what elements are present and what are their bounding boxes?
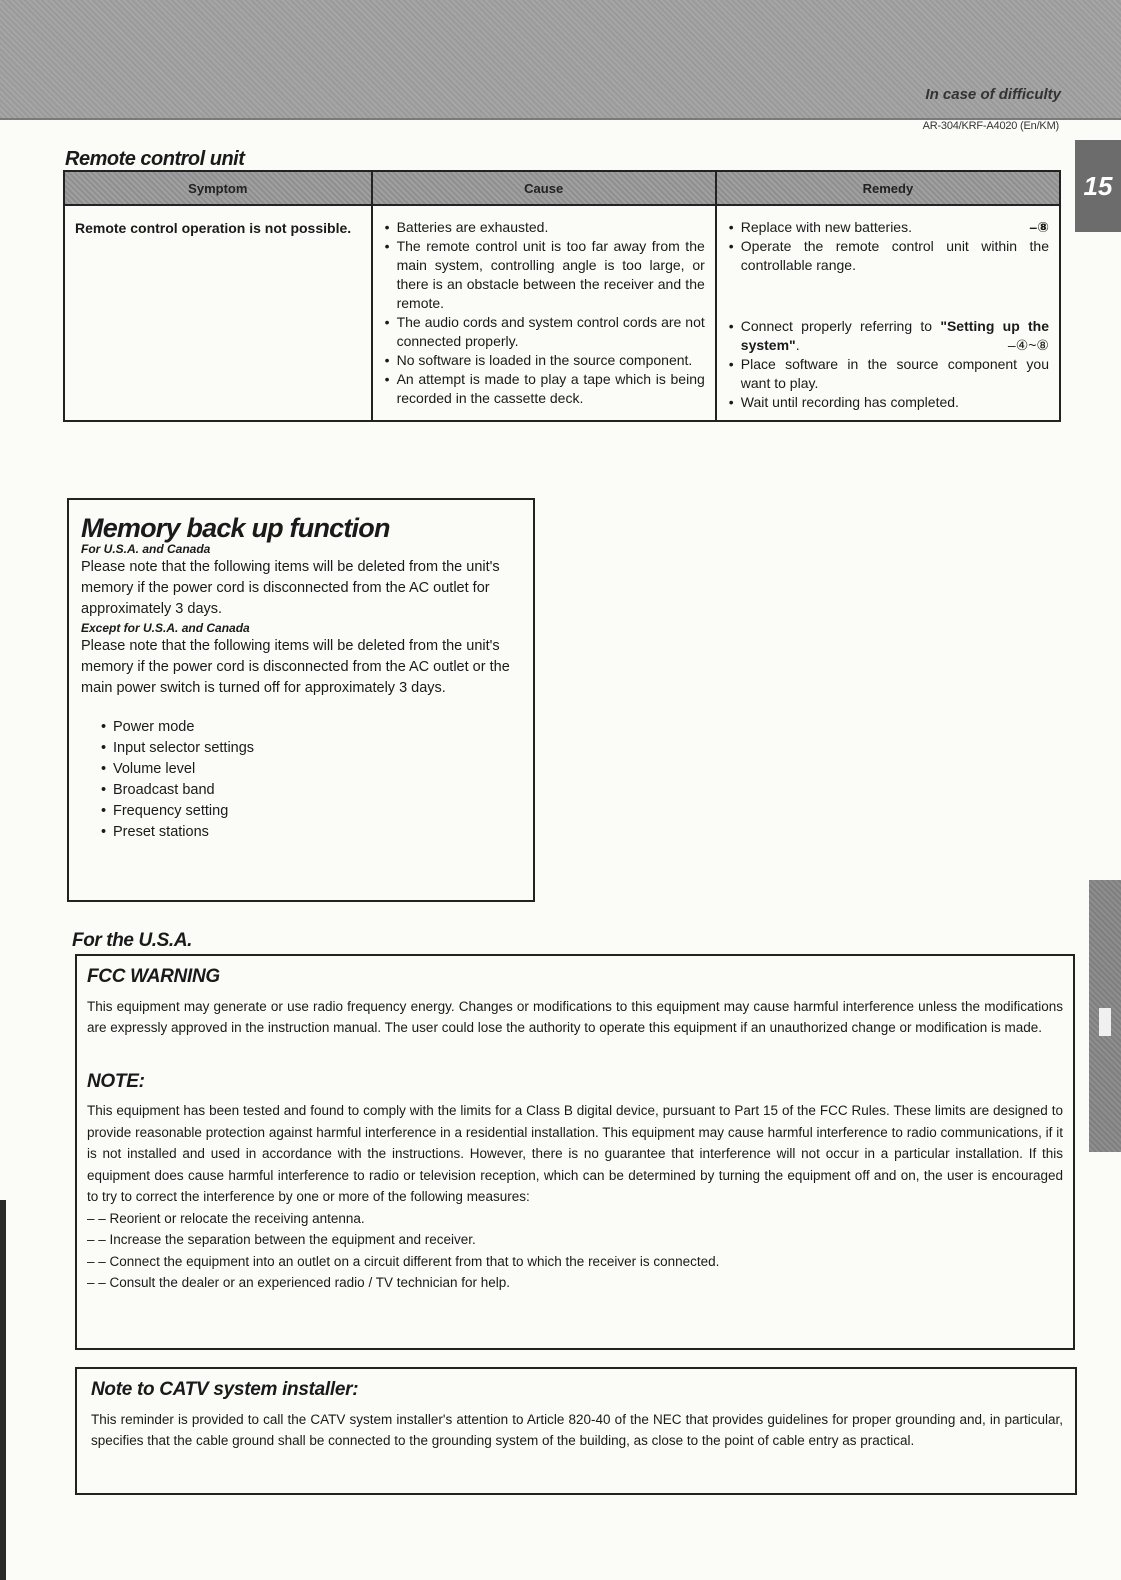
header-symptom: Symptom — [64, 171, 372, 205]
remote-section-title: Remote control unit — [65, 148, 245, 170]
catv-text: This reminder is provided to call the CATV system installer's attention to Article 820-40 of the NEC that provides guidelines for proper grounding and, in particular, specifies that the cable ground shall be connected to the grounding system of the building, as close to the point of cable entry as practical. — [91, 1411, 1063, 1448]
memory-title: Memory back up function — [81, 513, 390, 543]
symptom-text: Remote control operation is not possible. — [75, 220, 352, 236]
section-title: In case of difficulty — [925, 86, 1061, 103]
cause-item: • Batteries are exhausted. — [383, 218, 705, 237]
region-label-usa-canada: For U.S.A. and Canada — [81, 542, 211, 556]
memory-items-list — [81, 717, 533, 843]
remedy-text: • Replace with new batteries. — [740, 219, 912, 235]
measures-list — [87, 1208, 1063, 1294]
cause-item: • No software is loaded in the source component. — [383, 351, 705, 370]
usa-section-title: For the U.S.A. — [72, 930, 193, 951]
list-item: • Preset stations — [101, 822, 533, 843]
side-index-mark — [1099, 1008, 1111, 1036]
left-binding-edge — [0, 1200, 6, 1580]
list-item: – – Increase the separation between the equipment and receiver. — [87, 1229, 1063, 1251]
remedy-text: Connect properly referring to — [740, 318, 941, 334]
model-code: AR-304/KRF-A4020 (En/KM) — [922, 120, 1059, 132]
symptom-cell — [64, 205, 372, 421]
memory-paragraph: Please note that the following items will be deleted from the unit's memory if the power cord is disconnected from the AC outlet or the main power switch is turned off for approximately 3 days. — [81, 638, 510, 696]
page-ref: –⑧ — [1029, 219, 1049, 235]
table-header-row — [64, 171, 1060, 205]
cause-item: • An attempt is made to play a tape which is being recorded in the cassette deck. — [383, 370, 705, 408]
cause-list — [383, 218, 705, 408]
note-text: This equipment has been tested and found to comply with the limits for a Class B digital device, pursuant to Part 15 of the FCC Rules. These limits are designed to provide reasonable protection against harmful interference in a residential installation. This equipment may cause harmful interference to radio communications, if it is not installed and used in accordance with the instructions. However, there is no guarantee that interference will not occur in a particular installation. If this equipment does cause harmful interference to radio or television reception, which can be determined by turning the equipment off and on, the user is encouraged to try to correct the interference by one or more of the following measures: — [87, 1103, 1063, 1204]
list-item: • Input selector settings — [101, 738, 533, 759]
header-cause: Cause — [372, 171, 716, 205]
note-title: NOTE: — [87, 1070, 145, 1092]
list-item: • Power mode — [101, 717, 533, 738]
troubleshooting-table — [63, 170, 1061, 422]
cause-cell — [372, 205, 716, 421]
cause-item: • The remote control unit is too far away from the main system, controlling angle is too large, or there is an obstacle between the receiver and the remote. — [383, 237, 705, 313]
remedy-item — [727, 317, 1049, 355]
list-item: – – Connect the equipment into an outlet on a circuit different from that to which the receiver is connected. — [87, 1251, 1063, 1273]
cause-item: • The audio cords and system control cords are not connected properly. — [383, 313, 705, 351]
remedy-item: • Operate the remote control unit within the controllable range. — [727, 237, 1049, 275]
fcc-box — [75, 954, 1075, 1350]
remedy-list — [727, 218, 1049, 275]
remedy-list-2 — [727, 317, 1049, 412]
fcc-warning-text: This equipment may generate or use radio frequency energy. Changes or modifications to this equipment may cause harmful interference unless the modifications are expressly approved in the instruction manual. The user could lose the authority to operate this equipment if an unauthorized change or modification is made. — [87, 998, 1063, 1035]
list-item: • Volume level — [101, 759, 533, 780]
remedy-item: • Place software in the source component you want to play. — [727, 355, 1049, 393]
region-label-other: Except for U.S.A. and Canada — [81, 621, 250, 635]
memory-backup-box — [67, 498, 535, 902]
remedy-text-suffix: . — [795, 337, 800, 353]
catv-box — [75, 1367, 1077, 1495]
header-remedy: Remedy — [716, 171, 1060, 205]
setting-up-ref: "Setting up the system" — [740, 318, 1049, 353]
page-ref: –④~⑧ — [1007, 337, 1049, 353]
list-item: – – Reorient or relocate the receiving antenna. — [87, 1208, 1063, 1230]
list-item: • Broadcast band — [101, 780, 533, 801]
remedy-cell — [716, 205, 1060, 421]
catv-title: Note to CATV system installer: — [91, 1379, 359, 1400]
memory-paragraph: Please note that the following items will be deleted from the unit's memory if the power cord is disconnected from the AC outlet for approximately 3 days. — [81, 559, 500, 617]
remedy-item: • Wait until recording has completed. — [727, 393, 1049, 412]
table-row — [64, 205, 1060, 421]
fcc-warning-title: FCC WARNING — [87, 966, 220, 987]
page-number-tab: 15 — [1075, 140, 1121, 232]
remedy-item — [727, 218, 1049, 237]
list-item: – – Consult the dealer or an experienced radio / TV technician for help. — [87, 1272, 1063, 1294]
list-item: • Frequency setting — [101, 801, 533, 822]
